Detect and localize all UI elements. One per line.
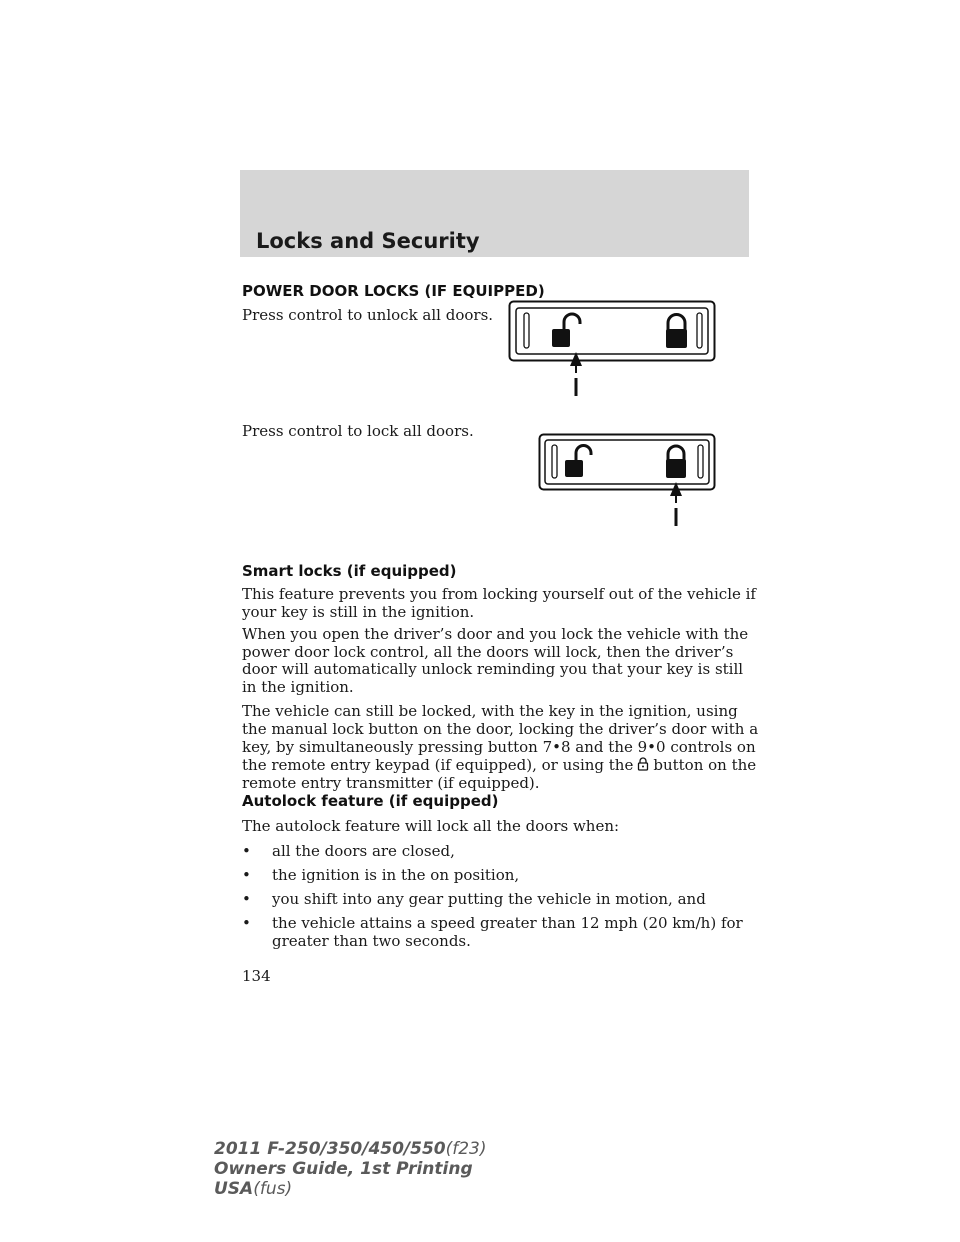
footer-model-line bbox=[214, 1140, 487, 1159]
footer-market-line bbox=[214, 1180, 292, 1199]
footer-printing-line: Owners Guide, 1st Printing bbox=[214, 1159, 473, 1179]
bullet-glyph: • bbox=[242, 890, 251, 908]
autolock-intro: The autolock feature will lock all the doors when: bbox=[242, 817, 620, 835]
autolock-heading: Autolock feature (if equipped) bbox=[242, 792, 499, 810]
smart-locks-p3-part3: 0 controls on the remote entry keypad (if equipped), or using the bbox=[242, 738, 756, 774]
smart-locks-p3-part1: The vehicle can still be locked, with the key in the ignition, using the manual lock button on the door, locking the driver’s door with a key, by simultaneously pressing button 7 bbox=[242, 702, 759, 756]
footer-model: 2011 F-250/350/450/550 bbox=[214, 1139, 446, 1159]
list-item bbox=[242, 915, 762, 950]
list-item bbox=[242, 891, 762, 909]
footer-market-code: (fus) bbox=[253, 1179, 293, 1199]
footer-model-code: (f23) bbox=[445, 1139, 487, 1159]
smart-locks-heading: Smart locks (if equipped) bbox=[242, 562, 457, 580]
transmitter-lock-icon bbox=[635, 756, 651, 772]
lock-control-figure bbox=[538, 433, 718, 528]
list-item-text: all the doors are closed, bbox=[272, 842, 455, 860]
list-item-text: you shift into any gear putting the vehicle in motion, and bbox=[272, 890, 706, 908]
unlock-instruction: Press control to unlock all doors. bbox=[242, 306, 494, 324]
bullet-glyph: • bbox=[242, 866, 251, 884]
list-item-text: the ignition is in the on position, bbox=[272, 866, 520, 884]
bullet-glyph: • bbox=[242, 914, 251, 932]
smart-locks-paragraph-2: When you open the driver’s door and you lock the vehicle with the power door lock control, all the doors will lock, then the driver’s door will automatically unlock reminding you that your key is still in the ignition. bbox=[242, 625, 749, 696]
power-door-locks-heading: POWER DOOR LOCKS (IF EQUIPPED) bbox=[242, 282, 545, 300]
smart-locks-paragraph-3 bbox=[242, 702, 762, 792]
button-dot: • bbox=[647, 738, 657, 756]
unlock-control-figure bbox=[508, 300, 718, 400]
smart-locks-paragraph-1: This feature prevents you from locking yourself out of the vehicle if your key is still in the ignition. bbox=[242, 585, 756, 621]
list-item bbox=[242, 867, 762, 885]
list-item bbox=[242, 843, 762, 861]
smart-locks-p3-part4: button on the remote entry transmitter (if equipped). bbox=[242, 756, 757, 792]
lock-instruction: Press control to lock all doors. bbox=[242, 422, 474, 440]
bullet-glyph: • bbox=[242, 842, 251, 860]
section-title: Locks and Security bbox=[256, 229, 480, 253]
section-header-band bbox=[240, 170, 749, 257]
footer-market: USA bbox=[214, 1179, 254, 1199]
smart-locks-p3-part2: 8 and the 9 bbox=[561, 738, 648, 756]
page-number: 134 bbox=[242, 967, 271, 985]
button-dot: • bbox=[552, 738, 561, 756]
list-item-text: the vehicle attains a speed greater than 12 mph (20 km/h) for greater than two seconds. bbox=[272, 914, 743, 950]
